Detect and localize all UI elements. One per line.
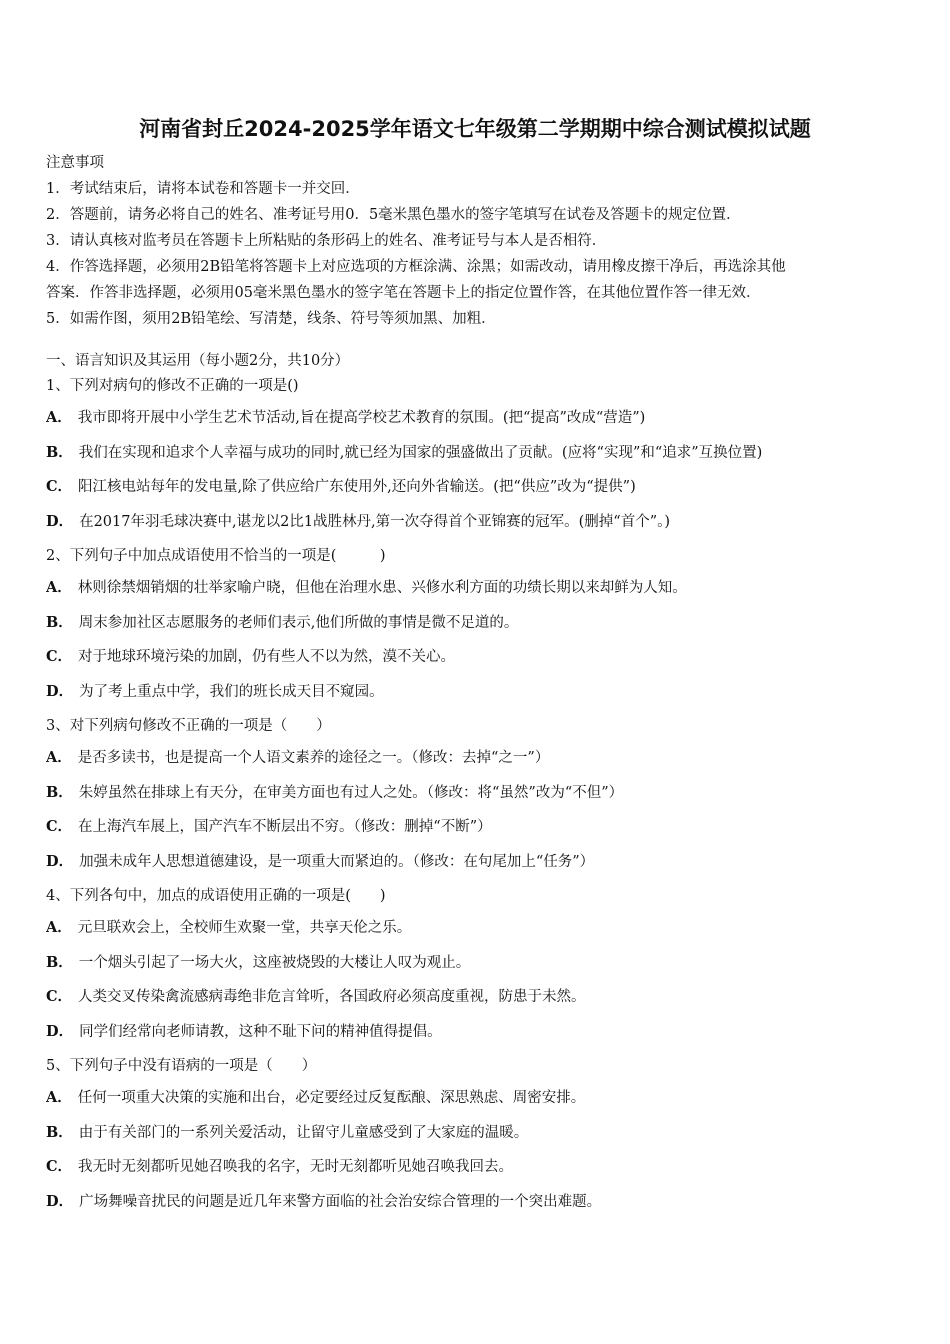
notice-line: 答案．作答非选择题，必须用05毫米黑色墨水的签字笔在答题卡上的指定位置作答，在其他位置作答一律无效． [46, 285, 761, 301]
section-language-knowledge [46, 349, 916, 1223]
question-stem: 5、下列句子中没有语病的一项是（ ） [46, 1058, 317, 1074]
question-5 [46, 1053, 916, 1223]
option-label: C． [46, 648, 73, 665]
option-label: A． [46, 579, 72, 596]
option-text: 元旦联欢会上，全校师生欢聚一堂，共享天伦之乐。 [77, 920, 412, 936]
option-a [46, 575, 916, 610]
option-text: 在上海汽车展上，国产汽车不断层出不穷。（修改：删掉“不断”） [78, 819, 492, 835]
option-d [46, 509, 916, 544]
option-label: D． [46, 852, 74, 870]
option-text: 由于有关部门的一系列关爱活动，让留守儿童感受到了大家庭的温暖。 [78, 1124, 529, 1141]
question-3 [46, 713, 916, 883]
option-text: 人类交叉传染禽流感病毒绝非危言耸听，各国政府必须高度重视，防患于未然。 [78, 989, 586, 1005]
option-label: A． [46, 919, 72, 936]
option-text: 加强未成年人思想道德建设，是一项重大而紧迫的。（修改：在句尾加上“任务”） [79, 853, 595, 870]
option-label: D． [46, 682, 74, 700]
option-label: A． [46, 409, 72, 426]
notice-line: 5．如需作图，须用2B铅笔绘、写清楚，线条、符号等须加黑、加粗． [46, 311, 496, 327]
option-c [46, 644, 916, 679]
option-label: B． [46, 953, 73, 971]
option-text: 我们在实现和追求个人幸福与成功的同时,就已经为国家的强盛做出了贡献。(应将“实现”和“追求”互换位置) [78, 444, 763, 461]
option-text: 任何一项重大决策的实施和出台，必定要经过反复酝酿、深思熟虑、周密安排。 [77, 1090, 586, 1106]
question-stem: 4、下列各句中，加点的成语使用正确的一项是( ) [46, 888, 386, 904]
question-stem: 3、对下列病句修改不正确的一项是（ ） [46, 718, 331, 734]
option-a [46, 405, 916, 440]
option-text: 在2017年羽毛球决赛中,谌龙以2比1战胜林丹,第一次夺得首个亚锦赛的冠军。(删掉“首个”。) [79, 513, 671, 530]
page-title: 河南省封丘2024-2025学年语文七年级第二学期期中综合测试模拟试题 [139, 117, 811, 141]
option-label: C． [46, 818, 73, 835]
notice-heading: 注意事项 [46, 155, 104, 171]
question-2 [46, 543, 916, 713]
option-label: D． [46, 1192, 74, 1210]
option-label: D． [46, 512, 74, 530]
option-label: D． [46, 1022, 74, 1040]
option-b [46, 440, 916, 475]
option-b [46, 950, 916, 985]
option-label: B． [46, 783, 73, 801]
option-b [46, 780, 916, 815]
question-4 [46, 883, 916, 1053]
option-text: 林则徐禁烟销烟的壮举家喻户晓，但他在治理水患、兴修水利方面的功绩长期以来却鲜为人知。 [77, 580, 687, 596]
option-label: B． [46, 443, 73, 461]
option-label: C． [46, 478, 73, 495]
option-c [46, 814, 916, 849]
option-label: A． [46, 749, 72, 766]
option-text: 一个烟头引起了一场大火，这座被烧毁的大楼让人叹为观止。 [78, 954, 471, 971]
option-a [46, 915, 916, 950]
option-text: 我无时无刻都听见她召唤我的名字，无时无刻都听见她召唤我回去。 [78, 1159, 514, 1175]
option-b [46, 1120, 916, 1155]
option-text: 同学们经常向老师请教，这种不耻下问的精神值得提倡。 [79, 1023, 442, 1040]
notice-line: 2．答题前，请务必将自己的姓名、准考证号用0．5毫米黑色墨水的签字笔填写在试卷及答题卡的规定位置． [46, 207, 741, 223]
option-label: C． [46, 1158, 73, 1175]
option-text: 广场舞噪音扰民的问题是近几年来警方面临的社会治安综合管理的一个突出难题。 [79, 1193, 602, 1210]
option-text: 是否多读书，也是提高一个人语文素养的途径之一。（修改：去掉“之一”） [77, 750, 550, 766]
option-d [46, 679, 916, 714]
option-text: 我市即将开展中小学生艺术节活动,旨在提高学校艺术教育的氛围。(把“提高”改成“营造”) [77, 410, 646, 426]
question-stem: 1、下列对病句的修改不正确的一项是() [46, 378, 299, 394]
option-label: C． [46, 988, 73, 1005]
option-b [46, 610, 916, 645]
option-d [46, 1019, 916, 1054]
option-text: 朱婷虽然在排球上有天分，在审美方面也有过人之处。（修改：将“虽然”改为“不但”） [78, 784, 624, 801]
notice-line: 4．作答选择题，必须用2B铅笔将答题卡上对应选项的方框涂满、涂黑；如需改动，请用橡皮擦干净后，再选涂其他 [46, 259, 786, 275]
option-c [46, 1154, 916, 1189]
notice-block [46, 150, 906, 332]
option-a [46, 1085, 916, 1120]
question-stem: 2、下列句子中加点成语使用不恰当的一项是( ) [46, 548, 386, 564]
option-label: A． [46, 1089, 72, 1106]
option-c [46, 474, 916, 509]
notice-line: 1．考试结束后，请将本试卷和答题卡一并交回． [46, 181, 360, 197]
notice-line: 3．请认真核对监考员在答题卡上所粘贴的条形码上的姓名、准考证号与本人是否相符． [46, 233, 607, 249]
option-text: 对于地球环境污染的加剧，仍有些人不以为然，漠不关心。 [78, 649, 456, 665]
option-label: B． [46, 1123, 73, 1141]
option-a [46, 745, 916, 780]
option-text: 阳江核电站每年的发电量,除了供应给广东使用外,还向外省输送。(把“供应”改为“提供”) [78, 479, 636, 495]
section-title: 一、语言知识及其运用（每小题2分，共10分） [46, 353, 350, 369]
option-text: 周末参加社区志愿服务的老师们表示,他们所做的事情是微不足道的。 [78, 614, 519, 631]
option-d [46, 1189, 916, 1224]
question-1 [46, 373, 916, 543]
option-c [46, 984, 916, 1019]
option-d [46, 849, 916, 884]
option-label: B． [46, 613, 73, 631]
option-text: 为了考上重点中学，我们的班长成天目不窥园。 [79, 683, 384, 700]
